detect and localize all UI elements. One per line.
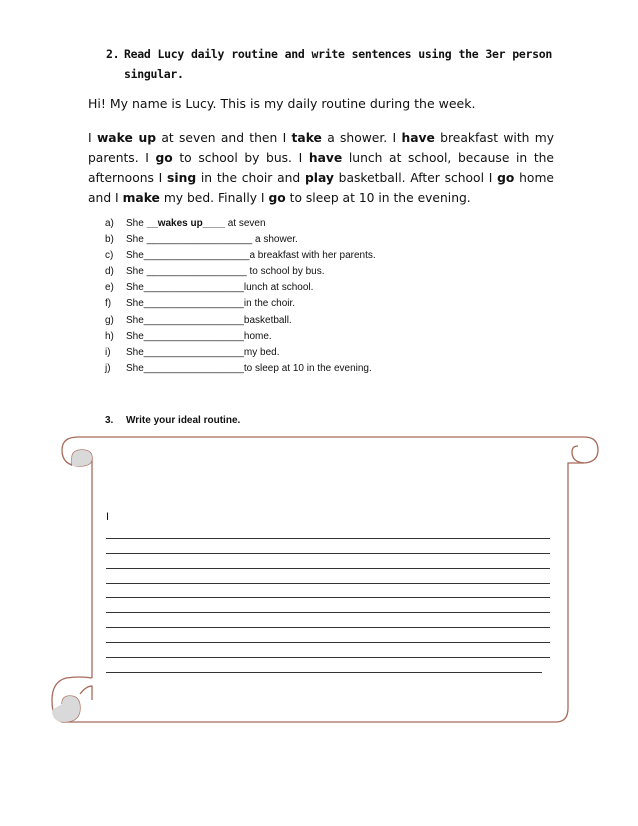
writing-line[interactable] xyxy=(106,584,550,599)
exercise-item-text: She ___________________ a shower. xyxy=(126,234,298,246)
exercise-item-text: She __________________ to school by bus. xyxy=(126,266,325,278)
story-text: basketball. After school I xyxy=(333,171,498,185)
story-text: to school by bus. I xyxy=(172,151,309,165)
exercise-item-letter: j) xyxy=(105,362,111,374)
writing-starter-word: I xyxy=(106,511,110,523)
writing-line[interactable] xyxy=(106,539,550,554)
ideal-routine-writing-area xyxy=(106,510,550,673)
exercise-2-number: 2. xyxy=(106,47,120,61)
story-text: home and I xyxy=(88,171,554,205)
writing-line[interactable] xyxy=(106,569,550,584)
writing-line[interactable] xyxy=(106,613,550,628)
story-verb: take xyxy=(291,131,322,145)
story-verb: go xyxy=(497,171,515,185)
exercise-item-letter: c) xyxy=(105,250,114,262)
scroll-top-curl-shade xyxy=(72,450,92,466)
story-verb: make xyxy=(122,191,160,205)
exercise-item-text: She__________________my bed. xyxy=(126,346,280,358)
writing-line[interactable] xyxy=(106,598,550,613)
exercise-item-letter: d) xyxy=(105,266,114,278)
exercise-3-instruction: Write your ideal routine. xyxy=(126,415,241,426)
writing-line[interactable] xyxy=(106,658,542,673)
writing-line[interactable] xyxy=(106,628,550,643)
exercise-item-letter: f) xyxy=(105,298,112,310)
story-verb: go xyxy=(268,191,286,205)
exercise-item-answer: __wakes up____ xyxy=(146,218,225,229)
exercise-2-instruction: Read Lucy daily routine and write sentences using the 3er person singular. xyxy=(124,47,552,81)
story-text: at seven and then I xyxy=(156,131,292,145)
writing-line[interactable] xyxy=(106,643,550,658)
exercise-item-text: She__________________basketball. xyxy=(126,314,292,326)
story-verb: wake up xyxy=(96,131,157,145)
scroll-bottom-curl-shade xyxy=(52,696,80,722)
story-verb: have xyxy=(401,131,435,145)
exercise-item-text: She xyxy=(126,218,147,229)
scroll-bottom-roll xyxy=(80,686,92,700)
exercise-item-text-end: at seven xyxy=(224,218,266,229)
story-verb: have xyxy=(308,151,343,165)
exercise-item-text: She__________________in the choir. xyxy=(126,298,296,310)
scroll-top-roll xyxy=(62,437,598,475)
exercise-item-letter: i) xyxy=(105,346,111,358)
writing-line[interactable] xyxy=(106,554,550,569)
story-text: a shower. I xyxy=(321,131,402,145)
exercise-item-text: She__________________home. xyxy=(126,330,272,342)
exercise-item-letter: g) xyxy=(105,314,114,326)
exercise-item-letter: a) xyxy=(105,218,114,229)
story-text: I xyxy=(88,131,97,145)
exercise-item-text: She__________________to sleep at 10 in the evening. xyxy=(126,362,372,374)
story-verb: play xyxy=(304,171,334,185)
exercise-item-text: She__________________lunch at school. xyxy=(126,282,314,294)
exercise-item-letter: e) xyxy=(105,282,114,294)
story-text: in the choir and xyxy=(196,171,305,185)
story-verb: sing xyxy=(167,171,197,185)
exercise-item-text: She___________________a breakfast with her parents. xyxy=(126,250,376,262)
exercise-3-number: 3. xyxy=(105,415,114,426)
scroll-top-right-curl xyxy=(572,446,584,463)
exercise-item-letter: h) xyxy=(105,330,114,342)
story-verb: go xyxy=(155,151,173,165)
story-text: to sleep at 10 in the evening. xyxy=(285,191,471,205)
story-text: breakfast with my parents. I xyxy=(88,131,555,165)
exercise-item-letter: b) xyxy=(105,234,114,246)
story-text: my bed. Finally I xyxy=(159,191,269,205)
story-text: lunch at school, because in the afternoons I xyxy=(88,151,554,185)
writing-line[interactable] xyxy=(106,524,550,539)
intro-text: Hi! My name is Lucy. This is my daily routine during the week. xyxy=(88,96,476,111)
